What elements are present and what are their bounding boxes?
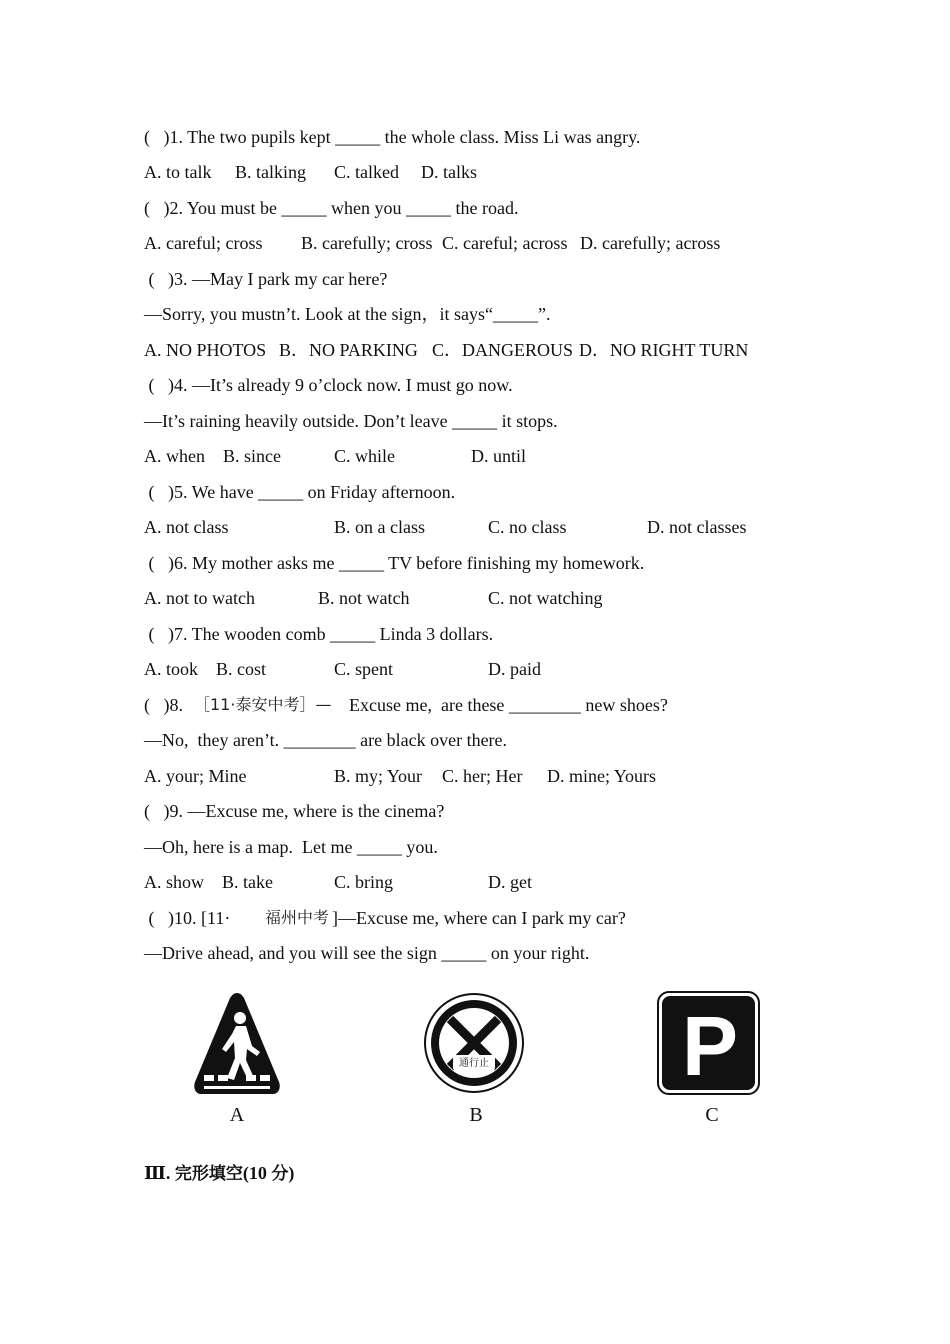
question-3-stem: ( )3. —May I park my car here? bbox=[144, 269, 388, 289]
option-d[interactable]: D. get bbox=[488, 872, 532, 892]
option-d[interactable]: D. not classes bbox=[647, 517, 747, 537]
question-2-stem: ( )2. You must be _____ when you _____ the road. bbox=[144, 198, 519, 218]
question-6-stem: ( )6. My mother asks me _____ TV before finishing my homework. bbox=[144, 553, 645, 573]
question-5-options bbox=[0, 515, 950, 539]
option-b[interactable]: B. not watch bbox=[318, 588, 410, 608]
option-b[interactable]: B. talking bbox=[235, 162, 306, 182]
option-c[interactable]: C. bring bbox=[334, 872, 394, 892]
option-b[interactable]: B. on a class bbox=[334, 517, 425, 537]
section-score-prefix: (10 bbox=[242, 1163, 272, 1183]
question-8-stem: ( )8. ［11·泰安中考］— Excuse me, are these ________ new shoes? bbox=[144, 695, 668, 715]
question-8-options bbox=[0, 764, 950, 788]
question-7-stem: ( )7. The wooden comb _____ Linda 3 dollars. bbox=[144, 624, 494, 644]
question-3-options bbox=[0, 338, 950, 362]
question-4-stem-2: —It’s raining heavily outside. Don’t leave _____ it stops. bbox=[144, 411, 558, 431]
option-d[interactable]: D. until bbox=[471, 446, 527, 466]
option-a[interactable]: A. careful; cross bbox=[144, 233, 263, 253]
question-1-stem: ( )1. The two pupils kept _____ the whole class. Miss Li was angry. bbox=[144, 127, 641, 147]
question-5-stem: ( )5. We have _____ on Friday afternoon. bbox=[144, 482, 456, 502]
option-a[interactable]: A. not class bbox=[144, 517, 229, 537]
option-c[interactable]: C. spent bbox=[334, 659, 394, 679]
question-10-source: 福州中考 bbox=[265, 908, 330, 927]
option-c[interactable]: C. careful; across bbox=[442, 233, 568, 253]
section-title: 完形填空 bbox=[174, 1164, 243, 1184]
sign-b-label: B bbox=[469, 1104, 483, 1126]
option-a[interactable]: A. show bbox=[144, 872, 205, 892]
section-score-unit: 分 bbox=[271, 1164, 289, 1184]
question-6-options bbox=[0, 586, 950, 610]
option-b[interactable]: B. my; Your bbox=[334, 766, 423, 786]
question-3-stem-2: —Sorry, you mustn’t. Look at the sign，it says“_____”. bbox=[144, 304, 551, 324]
option-b[interactable]: B．NO PARKING bbox=[279, 340, 418, 360]
option-a[interactable]: A. when bbox=[144, 446, 205, 466]
option-c[interactable]: C. while bbox=[334, 446, 395, 466]
question-9-stem-2: —Oh, here is a map. Let me _____ you. bbox=[144, 837, 438, 857]
question-8-source: ［11·泰安中考］— bbox=[194, 695, 332, 714]
question-1-options bbox=[0, 160, 950, 184]
option-d[interactable]: D. mine; Yours bbox=[547, 766, 657, 786]
option-b[interactable]: B. since bbox=[223, 446, 281, 466]
option-a[interactable]: A. to talk bbox=[144, 162, 212, 182]
sign-c[interactable] bbox=[657, 991, 760, 1095]
option-a[interactable]: A. took bbox=[144, 659, 198, 679]
parking-icon bbox=[657, 991, 760, 1095]
pedestrian-crossing-icon bbox=[190, 990, 284, 1098]
option-c[interactable]: C．DANGEROUS bbox=[432, 340, 574, 360]
question-4-options bbox=[0, 444, 950, 468]
option-c[interactable]: C. no class bbox=[488, 517, 567, 537]
question-7-options bbox=[0, 657, 950, 681]
option-a[interactable]: A. your; Mine bbox=[144, 766, 247, 786]
question-9-options bbox=[0, 870, 950, 894]
option-b[interactable]: B. carefully; cross bbox=[301, 233, 433, 253]
section-score-suffix: ) bbox=[288, 1163, 295, 1183]
sign-b[interactable] bbox=[423, 992, 525, 1094]
option-d[interactable]: D. paid bbox=[488, 659, 541, 679]
question-4-stem: ( )4. —It’s already 9 o’clock now. I must go now. bbox=[144, 375, 513, 395]
sign-b-text: 通行止 bbox=[459, 1058, 489, 1069]
option-b[interactable]: B. take bbox=[222, 872, 273, 892]
option-a[interactable]: A. NO PHOTOS bbox=[144, 340, 267, 360]
question-10-stem: ( )10. [11· 福州中考 ]—Excuse me, where can I park my car? bbox=[144, 908, 626, 928]
option-d[interactable]: D. carefully; across bbox=[580, 233, 721, 253]
question-8-stem-2: —No, they aren’t. ________ are black over there. bbox=[144, 730, 508, 750]
no-through-traffic-icon bbox=[423, 992, 525, 1094]
option-c[interactable]: C. talked bbox=[334, 162, 399, 182]
option-b[interactable]: B. cost bbox=[216, 659, 267, 679]
option-d[interactable]: D. talks bbox=[421, 162, 477, 182]
question-10-stem-2: —Drive ahead, and you will see the sign _____ on your right. bbox=[144, 943, 590, 963]
sign-c-text: P bbox=[681, 999, 739, 1093]
option-c[interactable]: C. not watching bbox=[488, 588, 603, 608]
sign-c-label: C bbox=[705, 1104, 719, 1126]
option-d[interactable]: D．NO RIGHT TURN bbox=[579, 340, 749, 360]
sign-a[interactable] bbox=[190, 990, 284, 1098]
question-2-options bbox=[0, 231, 950, 255]
option-a[interactable]: A. not to watch bbox=[144, 588, 255, 608]
question-9-stem: ( )9. —Excuse me, where is the cinema? bbox=[144, 801, 445, 821]
section-numeral: Ⅲ. bbox=[144, 1163, 175, 1183]
option-c[interactable]: C. her; Her bbox=[442, 766, 523, 786]
section-heading bbox=[144, 1161, 294, 1186]
sign-a-label: A bbox=[229, 1104, 245, 1126]
